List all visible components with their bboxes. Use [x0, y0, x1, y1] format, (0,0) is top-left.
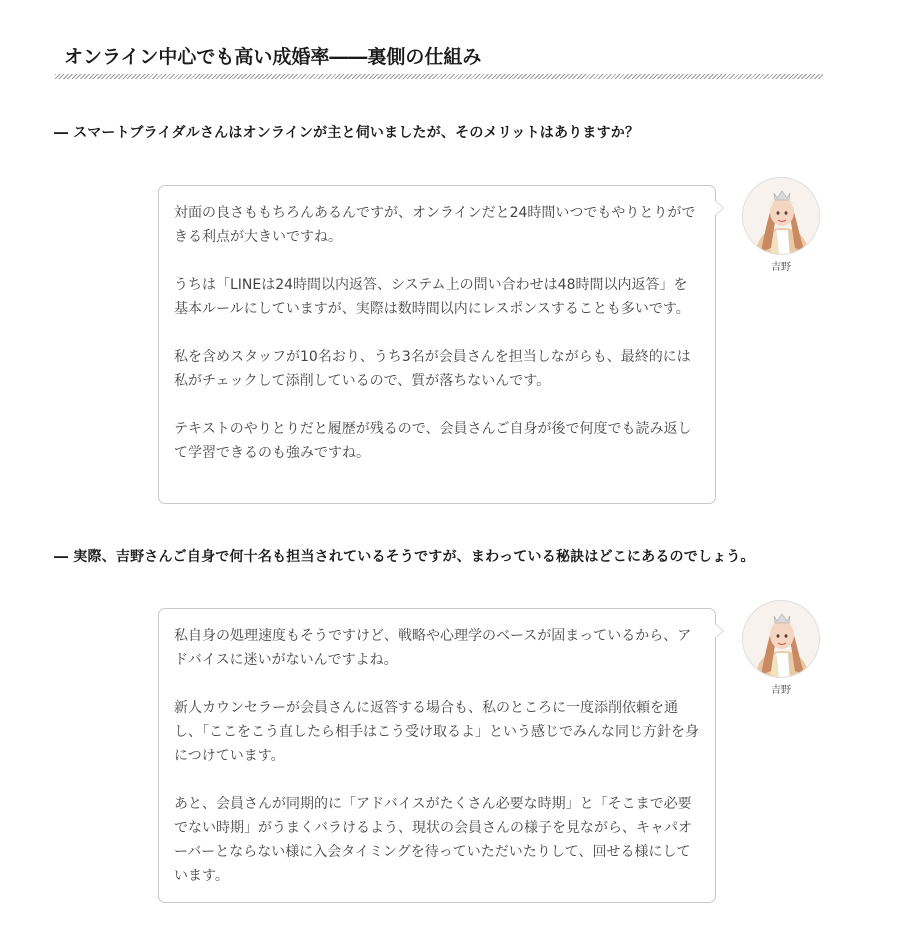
section-title: オンライン中心でも高い成婚率――裏側の仕組み [64, 46, 482, 68]
speaker-portrait-icon [743, 601, 820, 678]
speaker-name: 吉野 [771, 262, 791, 273]
answer-paragraph: 対面の良さももちろんあるんですが、オンラインだと24時間いつでもやりとりができる利点が大きいですね。 [174, 205, 696, 245]
answer-paragraph: 私を含めスタッフが10名おり、うち3名が会員さんを担当しながらも、最終的には私がチェックして添削しているので、質が落ちないんです。 [174, 349, 691, 389]
answer-paragraph: うちは「LINEは24時間以内返答、システム上の問い合わせは48時間以内返答」を基本ルールにしていますが、実際は数時間以内にレスポンスすることも多いです。 [174, 277, 690, 317]
speaker-name: 吉野 [771, 685, 791, 696]
avatar [742, 177, 820, 255]
answer-speech-bubble [158, 185, 716, 504]
avatar [742, 600, 820, 678]
heading-stripe-divider [55, 74, 823, 79]
answer-paragraph: あと、会員さんが同期的に「アドバイスがたくさん必要な時期」と「そこまで必要でない時期」がうまくバラけるよう、現状の会員さんの様子を見ながら、キャパオーバーとならない様に入会タイミングを待っていただいたりして、回せる様にしています。 [174, 796, 692, 884]
answer-paragraph: テキストのやりとりだと履歴が残るので、会員さんご自身が後で何度でも読み返して学習できるのも強みですね。 [174, 421, 692, 461]
answer-paragraph: 私自身の処理速度もそうですけど、戦略や心理学のベースが固まっているから、アドバイスに迷いがないんですよね。 [174, 628, 692, 668]
interview-question: ― スマートブライダルさんはオンラインが主と伺いましたが、そのメリットはありますか？ [54, 125, 640, 141]
speaker-profile [741, 177, 821, 273]
answer-paragraph: 新人カウンセラーが会員さんに返答する場合も、私のところに一度添削依頼を通し、「ここをこう直したら相手はこう受け取るよ」という感じでみんな同じ方針を身につけています。 [174, 700, 699, 764]
answer-speech-bubble [158, 608, 716, 903]
interview-question: ― 実際、吉野さんご自身で何十名も担当されているそうですが、まわっている秘訣はどこにあるのでしょう。 [54, 549, 755, 565]
speaker-profile [741, 600, 821, 696]
section-heading [55, 38, 823, 80]
speaker-portrait-icon [743, 178, 820, 255]
